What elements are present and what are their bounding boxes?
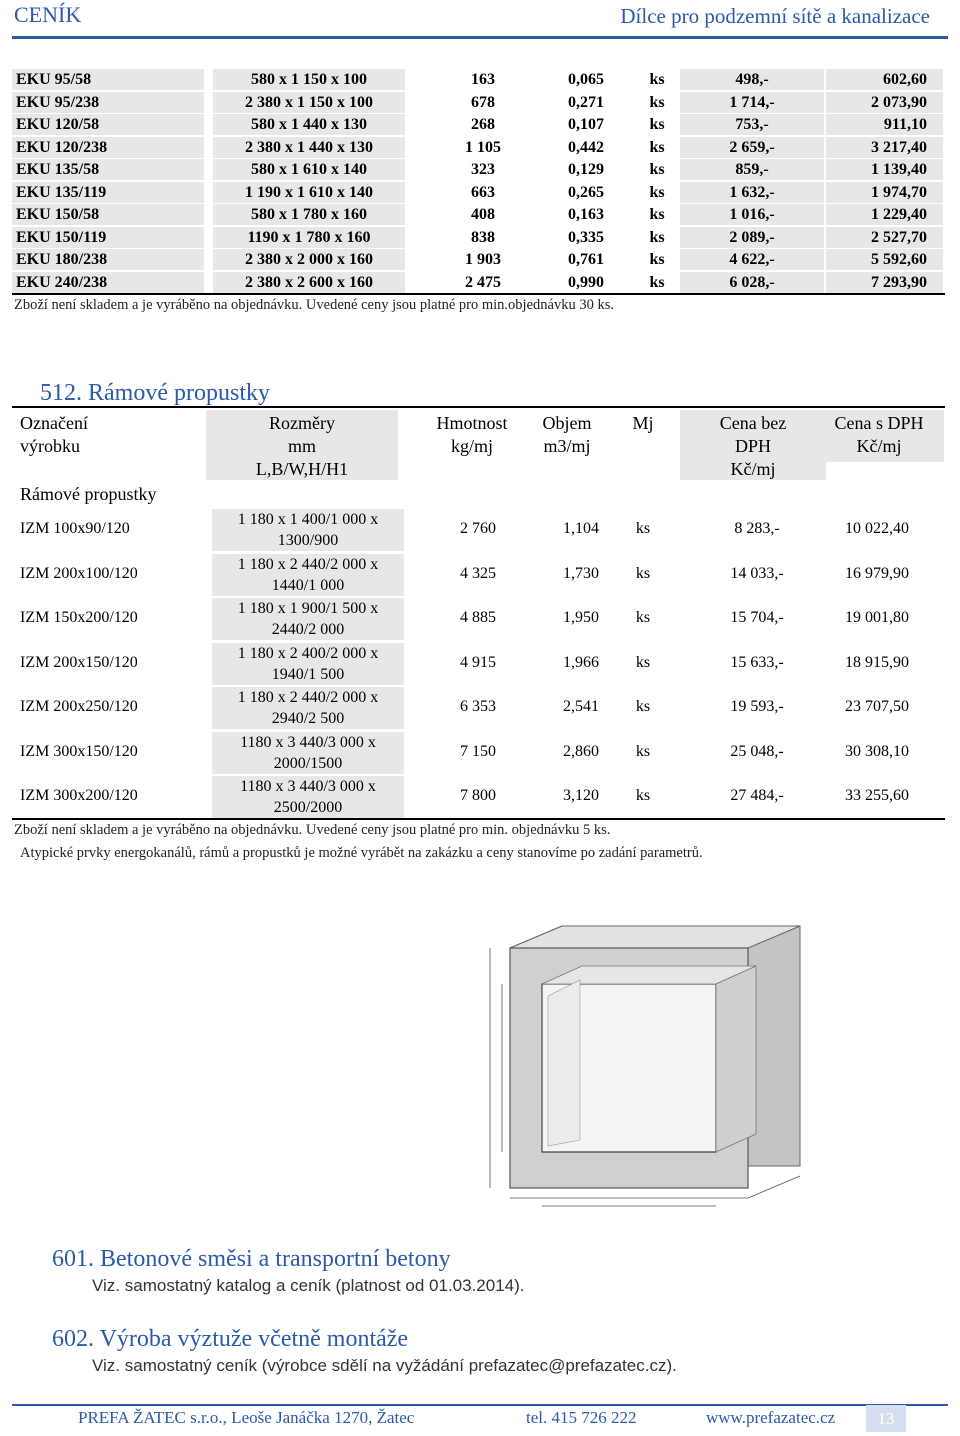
- cell-volume: 0,265: [568, 183, 604, 201]
- cell-price-vat: 911,10: [826, 114, 943, 135]
- table-row: [12, 159, 945, 182]
- cell-volume: 3,120: [563, 787, 599, 804]
- cell-price-vat: 7 293,90: [826, 272, 943, 293]
- dimensions-line-2: 2500/2000: [273, 799, 343, 816]
- eku-table-divider: [12, 293, 945, 295]
- col-header-name: Označení výrobku: [20, 413, 88, 456]
- cell-product-code: IZM 200x150/120: [20, 653, 138, 671]
- cell-price-vat: 18 915,90: [845, 653, 909, 671]
- cell-unit: ks: [649, 183, 665, 201]
- cell-price: 1 016,-: [680, 204, 824, 225]
- cell-price-vat: 16 979,90: [845, 564, 909, 582]
- izm-note: Zboží není skladem a je vyráběno na objednávku. Uvedené ceny jsou platné pro min. objednávku 5 ks.: [14, 822, 611, 838]
- cell-product-code: EKU 135/119: [12, 182, 204, 203]
- cell-price-vat: 19 001,80: [845, 609, 909, 626]
- cell-unit: ks: [649, 116, 665, 133]
- cell-unit: ks: [649, 273, 665, 291]
- cell-price: 1 714,-: [680, 92, 824, 113]
- cell-unit: ks: [635, 564, 651, 582]
- cell-price: 1 632,-: [680, 182, 824, 203]
- cell-volume: 0,163: [568, 206, 604, 223]
- col-header-volume: Objem m3/mj: [542, 413, 592, 456]
- izm-price-table: [12, 508, 945, 820]
- section-602-text: Viz. samostatný ceník (výrobce sdělí na vyžádání prefazatec@prefazatec.cz).: [92, 1356, 677, 1375]
- section-512-divider: [12, 406, 945, 408]
- cell-volume: 0,271: [568, 93, 604, 111]
- cell-weight: 268: [471, 116, 495, 133]
- cell-unit: ks: [649, 161, 665, 178]
- cell-price-vat: 30 308,10: [845, 742, 909, 760]
- cell-product-code: IZM 300x200/120: [20, 787, 138, 804]
- cell-weight: 7 800: [460, 787, 496, 804]
- table-row: [12, 642, 945, 687]
- cell-dimensions: 2 380 x 2 000 x 160: [213, 249, 405, 270]
- cell-product-code: EKU 150/119: [12, 227, 204, 248]
- cell-weight: 6 353: [460, 698, 496, 715]
- dimensions-line-2: 1300/900: [277, 532, 339, 549]
- cell-product-code: EKU 150/58: [12, 204, 204, 225]
- table-row: [12, 597, 945, 642]
- cell-product-code: EKU 180/238: [12, 249, 204, 270]
- dimensions-line-2: 2940/2 500: [271, 710, 345, 727]
- cell-volume: 0,107: [568, 116, 604, 133]
- cell-price: 2 089,-: [680, 227, 824, 248]
- cell-weight: 408: [471, 206, 495, 223]
- cell-product-code: EKU 95/238: [12, 92, 204, 113]
- cell-price-vat: 23 707,50: [845, 698, 909, 715]
- dimensions-line-2: 1940/1 500: [271, 665, 345, 683]
- cell-dimensions: [212, 687, 404, 729]
- cell-unit: ks: [649, 206, 665, 223]
- atypical-note: Atypické prvky energokanálů, rámů a propustků je možné vyrábět na zakázku a ceny stanovíme po zadání parametrů.: [20, 845, 703, 861]
- cell-dimensions: [212, 643, 404, 685]
- cell-price: 498,-: [680, 69, 824, 90]
- section-601-text: Viz. samostatný katalog a ceník (platnost od 01.03.2014).: [92, 1276, 525, 1295]
- section-601-heading: 601. Betonové směsi a transportní betony: [52, 1246, 451, 1272]
- cell-weight: 2 475: [465, 273, 501, 291]
- col-header-dims: Rozměry mm L,B/W,H/H1: [255, 413, 349, 479]
- cell-weight: 1 903: [465, 251, 501, 268]
- cell-dimensions: 1 190 x 1 610 x 140: [213, 182, 405, 203]
- cell-unit: ks: [635, 653, 651, 671]
- cell-volume: 0,065: [568, 71, 604, 88]
- cell-weight: 4 915: [460, 653, 496, 671]
- cell-dimensions: 2 380 x 1 150 x 100: [213, 92, 405, 113]
- footer-divider: [12, 1404, 948, 1406]
- cell-dimensions: 580 x 1 610 x 140: [213, 159, 405, 180]
- footer-phone: tel. 415 726 222: [526, 1408, 637, 1427]
- cell-price: 25 048,-: [730, 742, 784, 760]
- cell-weight: 663: [471, 183, 495, 201]
- table-row: [12, 227, 945, 250]
- dimensions-line-1: 1 180 x 2 440/2 000 x: [237, 689, 379, 706]
- page-number: 13: [866, 1405, 906, 1432]
- cell-product-code: EKU 240/238: [12, 272, 204, 293]
- dimensions-line-1: 1 180 x 2 440/2 000 x: [237, 555, 379, 573]
- cell-price: 27 484,-: [730, 787, 784, 804]
- cell-unit: ks: [649, 93, 665, 111]
- cell-unit: ks: [649, 228, 665, 246]
- cell-price: 14 033,-: [730, 564, 784, 582]
- cell-price-vat: 2 073,90: [826, 92, 943, 113]
- eku-price-table: [12, 69, 945, 294]
- cell-price: 15 633,-: [730, 653, 784, 671]
- table-row: [12, 92, 945, 115]
- col-header-weight: Hmotnost kg/mj: [436, 413, 508, 456]
- section-512-heading: 512. Rámové propustky: [40, 380, 270, 406]
- cell-weight: 7 150: [460, 742, 496, 760]
- cell-dimensions: [212, 732, 404, 774]
- cell-price-vat: 1 974,70: [826, 182, 943, 203]
- cell-weight: 838: [471, 228, 495, 246]
- cell-unit: ks: [649, 251, 665, 268]
- cell-product-code: IZM 300x150/120: [20, 742, 138, 760]
- cell-product-code: IZM 100x90/120: [20, 520, 130, 537]
- table-row: [12, 137, 945, 160]
- cell-product-code: EKU 120/58: [12, 114, 204, 135]
- table-row: [12, 508, 945, 553]
- cell-price-vat: 33 255,60: [845, 787, 909, 804]
- table-row: [12, 69, 945, 92]
- cell-unit: ks: [635, 609, 651, 626]
- cell-product-code: EKU 135/58: [12, 159, 204, 180]
- cell-dimensions: 580 x 1 150 x 100: [213, 69, 405, 90]
- eku-note: Zboží není skladem a je vyráběno na objednávku. Uvedené ceny jsou platné pro min.objednávku 30 ks.: [14, 297, 614, 313]
- cell-unit: ks: [649, 71, 665, 88]
- cell-product-code: EKU 120/238: [12, 137, 204, 158]
- table-row: [12, 686, 945, 731]
- cell-weight: 2 760: [460, 520, 496, 537]
- cell-volume: 0,990: [568, 273, 604, 291]
- cell-weight: 4 885: [460, 609, 496, 626]
- table-row: [12, 249, 945, 272]
- dimensions-line-1: 1 180 x 1 400/1 000 x: [237, 511, 379, 528]
- cell-volume: 1,950: [563, 609, 599, 626]
- frame-culvert-drawing: [470, 906, 830, 1216]
- cell-dimensions: 2 380 x 2 600 x 160: [213, 272, 405, 293]
- cell-dimensions: 580 x 1 440 x 130: [213, 114, 405, 135]
- cell-price: 859,-: [680, 159, 824, 180]
- cell-dimensions: [212, 776, 404, 818]
- section-602-heading: 602. Výroba výztuže včetně montáže: [52, 1326, 409, 1352]
- dimensions-line-1: 1 180 x 2 400/2 000 x: [237, 644, 379, 662]
- cell-weight: 1 105: [465, 138, 501, 156]
- cell-dimensions: [212, 598, 404, 640]
- cell-price: 6 028,-: [680, 272, 824, 293]
- col-header-price: Cena bez DPH Kč/mj: [719, 413, 787, 479]
- cell-dimensions: 2 380 x 1 440 x 130: [213, 137, 405, 158]
- cell-product-code: IZM 200x250/120: [20, 698, 138, 715]
- cell-price-vat: 5 592,60: [826, 249, 943, 270]
- table-row: [12, 553, 945, 598]
- cell-volume: 0,129: [568, 161, 604, 178]
- cell-price: 753,-: [680, 114, 824, 135]
- cell-dimensions: 1190 x 1 780 x 160: [213, 227, 405, 248]
- cell-dimensions: [212, 554, 404, 596]
- dimensions-line-1: 1180 x 3 440/3 000 x: [240, 778, 376, 795]
- izm-table-divider: [12, 818, 945, 820]
- dimensions-line-1: 1 180 x 1 900/1 500 x: [237, 600, 379, 617]
- cell-volume: 0,442: [568, 138, 604, 156]
- cell-weight: 678: [471, 93, 495, 111]
- group-label: Rámové propustky: [20, 484, 157, 504]
- dimensions-line-2: 2000/1500: [273, 754, 343, 772]
- cell-volume: 1,966: [563, 653, 599, 671]
- cell-weight: 4 325: [460, 564, 496, 582]
- cell-product-code: IZM 200x100/120: [20, 564, 138, 582]
- cell-unit: ks: [635, 742, 651, 760]
- dimensions-line-1: 1180 x 3 440/3 000 x: [240, 733, 376, 751]
- cell-volume: 1,730: [563, 564, 599, 582]
- cell-price-vat: 602,60: [826, 69, 943, 90]
- header-subtitle: Dílce pro podzemní sítě a kanalizace: [620, 4, 930, 28]
- cell-unit: ks: [649, 138, 665, 156]
- footer-web[interactable]: www.prefazatec.cz: [706, 1408, 836, 1427]
- cell-product-code: EKU 95/58: [12, 69, 204, 90]
- footer-company: PREFA ŽATEC s.r.o., Leoše Janáčka 1270, Žatec: [78, 1408, 415, 1427]
- header-title: CENÍK: [14, 2, 82, 27]
- table-row: [12, 775, 945, 820]
- col-header-unit: Mj: [632, 413, 654, 433]
- culvert-illustration: [490, 926, 800, 1206]
- cell-price-vat: 2 527,70: [826, 227, 943, 248]
- cell-weight: 163: [471, 71, 495, 88]
- table-row: [12, 272, 945, 295]
- table-row: [12, 182, 945, 205]
- col-header-price-vat: Cena s DPH Kč/mj: [834, 413, 924, 456]
- cell-volume: 0,335: [568, 228, 604, 246]
- cell-price: 2 659,-: [680, 137, 824, 158]
- table-row: [12, 204, 945, 227]
- dimensions-line-2: 1440/1 000: [271, 576, 345, 594]
- table-row: [12, 731, 945, 776]
- cell-price: 4 622,-: [680, 249, 824, 270]
- cell-volume: 2,541: [563, 698, 599, 715]
- cell-volume: 1,104: [563, 520, 599, 537]
- cell-volume: 0,761: [568, 251, 604, 268]
- cell-volume: 2,860: [563, 742, 599, 760]
- cell-price: 15 704,-: [730, 609, 784, 626]
- cell-price: 8 283,-: [734, 520, 780, 537]
- cell-dimensions: [212, 509, 404, 551]
- cell-price-vat: 3 217,40: [826, 137, 943, 158]
- dimensions-line-2: 2440/2 000: [271, 621, 345, 638]
- table-row: [12, 114, 945, 137]
- cell-price-vat: 1 229,40: [826, 204, 943, 225]
- cell-dimensions: 580 x 1 780 x 160: [213, 204, 405, 225]
- header-divider: [12, 36, 948, 39]
- cell-price: 19 593,-: [730, 698, 784, 715]
- cell-unit: ks: [635, 787, 651, 804]
- cell-product-code: IZM 150x200/120: [20, 609, 138, 626]
- cell-weight: 323: [471, 161, 495, 178]
- cell-unit: ks: [635, 520, 651, 537]
- cell-price-vat: 1 139,40: [826, 159, 943, 180]
- cell-price-vat: 10 022,40: [845, 520, 909, 537]
- cell-unit: ks: [635, 698, 651, 715]
